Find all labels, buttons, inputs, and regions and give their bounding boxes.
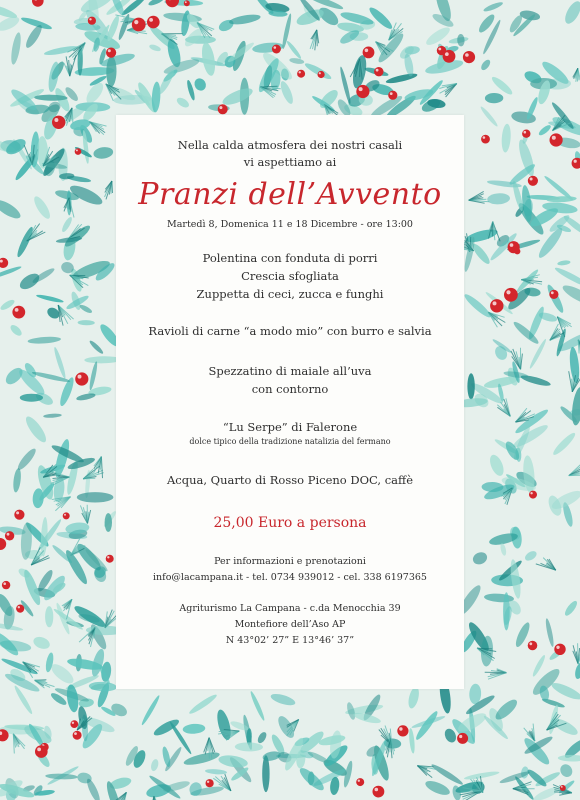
leaf-shape <box>36 293 64 303</box>
red-berry <box>572 158 580 169</box>
berry-highlight <box>207 781 209 783</box>
leaf-shape <box>501 123 512 152</box>
red-berry <box>528 176 538 186</box>
menu-dessert: “Lu Serpe” di Falerone <box>222 420 358 434</box>
leaf-shape <box>175 96 191 110</box>
leaf-shape <box>85 777 102 800</box>
leaf-shape <box>262 755 269 792</box>
leaf-shape <box>235 742 263 751</box>
pine-sprig <box>80 505 90 524</box>
berry-highlight <box>506 290 510 294</box>
pine-sprig <box>485 669 507 680</box>
leaf-shape <box>471 550 489 567</box>
leaf-shape <box>182 723 205 734</box>
menu-starter-3: Zuppetta di ceci, zucca e funghi <box>196 287 384 301</box>
red-berry <box>356 85 369 98</box>
leaf-shape <box>105 513 112 532</box>
pine-sprig <box>439 84 457 98</box>
red-berry <box>73 731 82 740</box>
leaf-shape <box>45 606 53 627</box>
leaf-shape <box>0 2 18 21</box>
pine-sprig <box>488 312 505 327</box>
leaf-shape <box>23 23 44 50</box>
leaf-shape <box>53 346 68 379</box>
menu-first-course: Ravioli di carne “a modo mio” con burro e salvia <box>148 324 432 338</box>
berry-highlight <box>552 136 556 140</box>
berry-highlight <box>37 748 41 752</box>
leaf-shape <box>15 226 35 259</box>
leaf-shape <box>544 618 555 648</box>
berry-highlight <box>530 492 532 494</box>
intro-line-2: vi aspettiamo ai <box>243 155 337 169</box>
leaf-shape <box>487 193 511 206</box>
leaf-shape <box>150 758 160 772</box>
pine-sprig <box>573 643 580 664</box>
red-berry <box>397 725 408 736</box>
leaf-shape <box>43 413 62 418</box>
berry-highlight <box>556 646 559 649</box>
red-berry <box>522 130 530 138</box>
leaf-shape <box>408 728 415 754</box>
leaf-shape <box>457 34 465 47</box>
leaf-shape <box>563 599 579 617</box>
leaf-shape <box>32 635 52 651</box>
berry-highlight <box>18 606 20 608</box>
berry-highlight <box>319 72 321 74</box>
pine-sprig <box>105 181 113 199</box>
pine-sprig <box>469 191 490 203</box>
red-berry <box>75 372 88 385</box>
contact-details[interactable]: info@lacampana.it - tel. 0734 939012 - cel. 338 6197365 <box>153 572 427 583</box>
berry-highlight <box>72 722 74 724</box>
leaf-shape <box>303 61 333 81</box>
leaf-shape <box>220 85 254 108</box>
leaf-shape <box>109 701 129 719</box>
pine-sprig <box>573 68 580 86</box>
leaf-shape <box>483 0 504 13</box>
red-berry <box>75 148 82 155</box>
leaf-shape <box>424 24 452 48</box>
leaf-shape <box>9 32 22 66</box>
red-berry <box>218 104 228 114</box>
leaf-shape <box>9 323 24 338</box>
red-berry <box>70 720 78 728</box>
leaf-shape <box>148 43 161 52</box>
berry-highlight <box>74 732 77 735</box>
pine-sprig <box>310 30 319 50</box>
red-berry <box>132 18 146 32</box>
berry-highlight <box>89 18 91 20</box>
price: 25,00 Euro a persona <box>213 515 367 531</box>
leaf-shape <box>147 0 164 7</box>
leaf-shape <box>286 40 303 60</box>
red-berry <box>550 133 563 146</box>
leaf-shape <box>523 549 538 563</box>
leaf-shape <box>499 543 507 557</box>
berry-highlight <box>399 727 402 730</box>
leaf-shape <box>562 214 580 237</box>
leaf-shape <box>385 72 418 85</box>
menu-dessert-note: dolce tipico della tradizione natalizia del fermano <box>189 437 391 446</box>
leaf-shape <box>424 778 452 798</box>
berry-highlight <box>530 178 533 181</box>
leaf-shape <box>531 654 547 678</box>
menu-starter-2: Crescia sfogliata <box>241 269 339 283</box>
red-berry <box>206 779 214 787</box>
leaf-shape <box>20 394 43 402</box>
leaf-shape <box>560 282 580 308</box>
leaf-shape <box>78 303 93 314</box>
berry-highlight <box>459 735 462 738</box>
leaf-shape <box>0 639 32 654</box>
berry-highlight <box>299 71 301 73</box>
contact-heading: Per informazioni e prenotazioni <box>214 556 366 567</box>
leaf-shape <box>537 123 552 137</box>
berry-highlight <box>149 18 153 22</box>
leaf-shape <box>218 754 249 770</box>
leaf-shape <box>493 697 520 723</box>
berry-highlight <box>54 118 58 122</box>
berry-highlight <box>64 514 66 516</box>
berry-highlight <box>365 49 369 53</box>
menu-card <box>116 115 464 689</box>
leaf-shape <box>407 686 421 710</box>
berry-highlight <box>358 780 360 782</box>
red-berry <box>0 538 6 550</box>
leaf-shape <box>183 750 221 767</box>
berry-highlight <box>438 48 441 51</box>
address-line-2: Montefiore dell’Aso AP <box>234 619 346 630</box>
red-berry <box>52 116 65 129</box>
red-berry <box>106 555 114 563</box>
berry-highlight <box>16 511 19 514</box>
berry-highlight <box>78 375 82 379</box>
leaf-shape <box>479 105 499 128</box>
berry-highlight <box>375 788 379 792</box>
berry-highlight <box>185 1 187 3</box>
red-berry <box>272 45 281 54</box>
red-berry <box>147 16 160 29</box>
address-coordinates: N 43°02’ 27” E 13°46’ 37” <box>225 635 355 646</box>
pine-sprig <box>90 122 107 135</box>
leaf-shape <box>484 593 515 603</box>
berry-highlight <box>561 786 563 788</box>
leaf-shape <box>574 662 580 680</box>
leaf-shape <box>467 373 474 399</box>
leaf-shape <box>140 694 161 726</box>
leaf-shape <box>89 681 117 692</box>
leaf-shape <box>485 93 504 104</box>
menu-second-course-2: con contorno <box>251 382 329 396</box>
berry-highlight <box>274 46 277 49</box>
berry-highlight <box>574 160 577 163</box>
red-berry <box>14 510 24 520</box>
berry-highlight <box>510 243 514 247</box>
red-berry <box>504 288 518 302</box>
leaf-shape <box>550 680 580 703</box>
leaf-shape <box>188 692 219 715</box>
leaf-shape <box>27 336 61 345</box>
menu-second-course-1: Spezzatino di maiale all’uva <box>208 364 372 378</box>
red-berry <box>0 258 8 268</box>
leaf-shape <box>558 762 575 779</box>
leaf-shape <box>562 0 580 26</box>
red-berry <box>35 745 48 758</box>
berry-highlight <box>219 106 222 109</box>
red-berry <box>5 531 14 540</box>
leaf-shape <box>558 755 580 762</box>
red-berry <box>549 290 558 299</box>
event-dates: Martedì 8, Domenica 11 e 18 Dicembre - ore 13:00 <box>167 219 413 230</box>
red-berry <box>63 512 70 519</box>
leaf-shape <box>482 482 504 492</box>
leaf-shape <box>487 453 506 478</box>
red-berry <box>12 306 25 319</box>
berry-highlight <box>551 291 554 294</box>
pine-sprig <box>13 734 25 754</box>
leaf-shape <box>45 773 78 780</box>
leaf-shape <box>278 80 295 106</box>
berry-highlight <box>7 533 10 536</box>
leaf-shape <box>88 361 98 391</box>
red-berry <box>463 51 475 63</box>
event-title: Pranzi dell’Avvento <box>138 177 442 212</box>
leaf-shape <box>12 468 22 493</box>
red-berry <box>356 778 364 786</box>
leaf-shape <box>88 339 104 355</box>
red-berry <box>490 299 503 312</box>
leaf-shape <box>215 708 234 741</box>
red-berry <box>457 733 468 744</box>
red-berry <box>481 135 490 144</box>
red-berry <box>528 641 538 651</box>
red-berry <box>554 644 565 655</box>
berry-highlight <box>493 301 497 305</box>
pine-sprig <box>569 463 580 476</box>
leaf-shape <box>78 320 95 325</box>
berry-highlight <box>15 308 19 312</box>
leaf-shape <box>249 690 266 721</box>
leaf-shape <box>289 57 305 65</box>
berry-highlight <box>524 131 527 134</box>
red-berry <box>560 785 566 791</box>
leaf-shape <box>269 692 296 708</box>
leaf-shape <box>186 79 196 101</box>
leaf-shape <box>0 197 23 222</box>
leaf-shape <box>479 58 491 72</box>
berry-highlight <box>376 69 379 72</box>
red-berry <box>88 17 96 25</box>
red-berry <box>388 91 397 100</box>
red-berry <box>373 786 385 798</box>
intro-line-1: Nella calda atmosfera dei nostri casali <box>177 138 403 152</box>
red-berry <box>32 0 44 7</box>
leaf-shape <box>557 260 571 266</box>
red-berry <box>507 241 519 253</box>
red-berry <box>106 48 116 58</box>
leaf-shape <box>205 768 227 775</box>
berry-highlight <box>465 53 469 57</box>
menu-starter-1: Polentina con fonduta di porri <box>202 251 378 265</box>
menu-drinks: Acqua, Quarto di Rosso Piceno DOC, caffè <box>167 473 413 487</box>
pine-sprig <box>536 558 556 571</box>
berry-highlight <box>390 92 393 95</box>
leaf-shape <box>60 216 73 234</box>
berry-highlight <box>134 20 138 24</box>
leaf-shape <box>23 414 50 445</box>
leaf-shape <box>554 265 580 289</box>
red-berry <box>184 0 190 6</box>
leaf-shape <box>256 731 268 745</box>
leaf-shape <box>507 13 524 34</box>
leaf-shape <box>31 194 52 221</box>
red-berry <box>374 67 383 76</box>
leaf-shape <box>117 13 131 41</box>
leaf-shape <box>192 76 208 92</box>
red-berry <box>318 71 325 78</box>
red-berry <box>16 605 24 613</box>
berry-highlight <box>108 49 111 52</box>
leaf-shape <box>551 431 577 457</box>
leaf-shape <box>77 492 114 502</box>
berry-highlight <box>359 87 363 91</box>
red-berry <box>166 0 179 7</box>
red-berry <box>297 70 305 78</box>
pine-sprig <box>524 724 535 741</box>
red-berry <box>2 581 10 589</box>
berry-highlight <box>76 149 78 151</box>
leaf-shape <box>15 446 38 472</box>
berry-highlight <box>107 556 109 558</box>
leaf-shape <box>339 66 352 104</box>
berry-highlight <box>483 136 486 139</box>
pine-sprig <box>35 680 55 688</box>
address-line-1: Agriturismo La Campana - c.da Menocchia 39 <box>179 603 401 614</box>
red-berry <box>529 491 537 499</box>
berry-highlight <box>3 582 6 585</box>
pine-sprig <box>52 497 71 511</box>
leaf-shape <box>93 146 114 160</box>
berry-highlight <box>529 642 532 645</box>
red-berry <box>363 47 375 59</box>
pine-sprig <box>260 86 281 98</box>
red-berry <box>437 46 446 55</box>
leaf-shape <box>464 770 500 781</box>
